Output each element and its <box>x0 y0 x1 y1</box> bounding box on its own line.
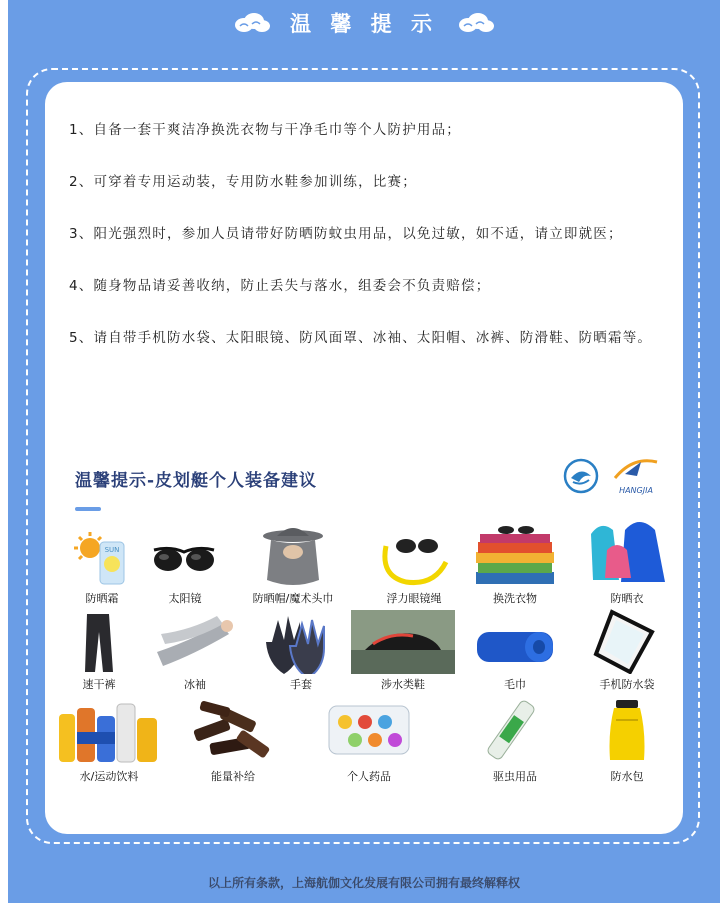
medicine-wrapper <box>321 694 417 784</box>
item-label: 驱虫用品 <box>493 770 537 783</box>
svg-text:SUN: SUN <box>104 546 120 554</box>
item-label: 换洗衣物 <box>493 592 537 605</box>
sunscreen-icon <box>72 530 132 588</box>
item-label: 毛巾 <box>504 678 526 691</box>
item-label: 防晒衣 <box>610 592 644 605</box>
item-label: 防晒帽/魔术头巾 <box>252 592 334 605</box>
header <box>8 8 720 38</box>
sun-jacket-icon <box>585 518 669 588</box>
item-label: 能量补给 <box>211 770 255 783</box>
insect-repellent-icon <box>485 694 545 766</box>
equipment-title: 温馨提示-皮划艇个人装备建议 <box>75 471 318 491</box>
rule-item: 3、阳光强烈时，参加人员请带好防晒防蚊虫用品，以免过敏，如不适，请立即就医； <box>69 226 623 242</box>
equip-item-dry-bag <box>589 694 665 784</box>
page-background <box>8 0 720 903</box>
ice-sleeves-icon <box>153 612 237 674</box>
item-label: 防晒霜 <box>85 592 119 605</box>
hangjia-logo-icon <box>611 456 661 482</box>
energy-bars-icon <box>190 694 276 766</box>
pills-icon <box>321 694 417 766</box>
equip-item-sunglasses <box>145 530 225 606</box>
equip-item-ice-sleeves <box>153 612 237 692</box>
towel-icon <box>471 612 559 674</box>
equip-item-medicine <box>321 694 417 784</box>
sun-hat-icon <box>253 522 333 588</box>
hangjia-logo <box>611 456 661 494</box>
rule-item: 4、随身物品请妥善收纳，防止丢失与落水，组委会不负责赔偿； <box>69 278 491 294</box>
cloud-icon <box>456 12 496 34</box>
item-label: 冰袖 <box>184 678 206 691</box>
item-label: 水/运动饮料 <box>79 770 139 783</box>
equip-item-spare-clothes <box>465 522 565 606</box>
equip-item-insect-repellent <box>467 694 563 784</box>
rule-item: 1、自备一套干爽洁净换洗衣物与干净毛巾等个人防护用品； <box>69 122 461 138</box>
item-label: 防水包 <box>610 770 644 783</box>
equip-item-drinks <box>55 694 163 784</box>
hangjia-logo-text: HANGJIA <box>619 486 653 495</box>
cloud-icon <box>232 12 272 34</box>
sunglasses-icon <box>150 530 220 588</box>
water-shoes-icon <box>351 610 455 674</box>
item-label: 太阳镜 <box>168 592 202 605</box>
item-label: 手套 <box>290 678 312 691</box>
footer-disclaimer: 以上所有条款，上海航伽文化发展有限公司拥有最终解释权 <box>207 876 520 890</box>
content-card <box>45 82 683 834</box>
equip-item-water-shoes <box>351 610 455 692</box>
equip-item-sun-hat <box>245 522 341 606</box>
equip-item-sunscreen <box>67 530 137 606</box>
phone-waterproof-bag-icon <box>592 608 662 674</box>
drinks-icon <box>55 694 163 766</box>
equip-item-gloves <box>259 612 343 692</box>
gloves-icon <box>266 612 336 674</box>
rule-item: 2、可穿着专用运动装，专用防水鞋参加训练，比赛； <box>69 174 417 190</box>
item-label: 速干裤 <box>82 678 116 691</box>
title-underline <box>75 507 101 511</box>
page-title: 温 馨 提 示 <box>290 12 438 36</box>
dry-bag-icon <box>602 694 652 766</box>
quick-dry-pants-icon <box>79 612 119 674</box>
equip-item-phone-waterproof-bag <box>587 608 667 692</box>
club-logo-icon <box>563 458 599 494</box>
rules-list <box>69 118 671 378</box>
item-label: 个人药品 <box>347 770 391 783</box>
equipment-section <box>45 452 683 832</box>
item-label: 涉水类鞋 <box>381 678 425 691</box>
equip-item-energy-supply <box>185 694 281 784</box>
item-label: 浮力眼镜绳 <box>386 592 442 605</box>
equip-item-towel <box>467 612 563 692</box>
rule-item: 5、请自带手机防水袋、太阳眼镜、防风面罩、冰袖、太阳帽、冰裤、防滑鞋、防晒霜等。 <box>69 330 653 346</box>
equip-item-sun-jacket <box>585 518 669 606</box>
glasses-strap-icon <box>376 532 452 588</box>
item-label: 手机防水袋 <box>599 678 655 691</box>
equip-item-glasses-strap <box>371 532 457 606</box>
folded-clothes-icon <box>470 522 560 588</box>
equip-item-quick-dry-pants <box>67 612 131 692</box>
